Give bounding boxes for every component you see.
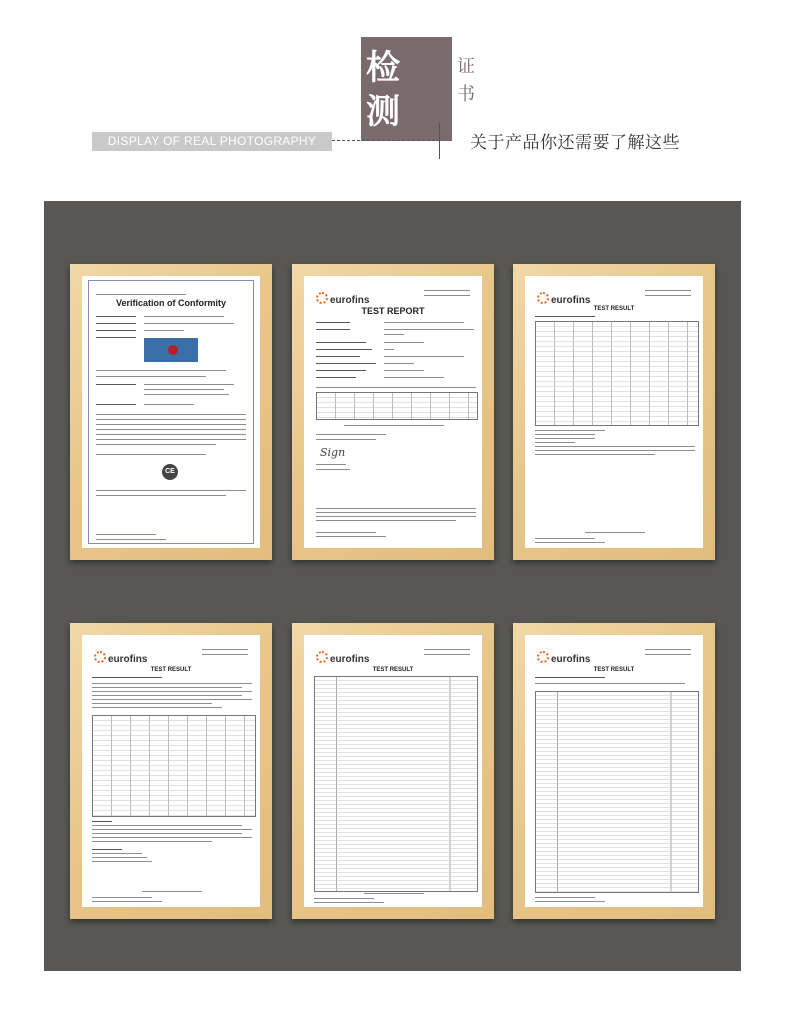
report-title: TEST REPORT [361, 306, 425, 316]
certificate-test-result-3 [304, 635, 482, 907]
ce-mark-icon: CE [162, 464, 178, 480]
eurofins-logo-icon [316, 292, 328, 304]
badge-char-3: 证 [457, 56, 475, 77]
results-table [535, 321, 699, 426]
certificate-test-result-1 [525, 276, 703, 548]
results-table [316, 392, 478, 420]
signature: Sign [320, 446, 346, 459]
eurofins-logo: eurofins [316, 651, 369, 665]
paper-border [88, 280, 254, 544]
certificate-frame-2 [292, 264, 494, 560]
certificate-test-result-2 [82, 635, 260, 907]
tagline-chinese: 关于产品你还需要了解这些 [470, 133, 680, 153]
results-table [535, 691, 699, 893]
certificate-frame-6 [513, 623, 715, 919]
divider-line [332, 140, 440, 141]
certificate-frame-5 [292, 623, 494, 919]
eurofins-logo-icon [316, 651, 328, 663]
certificate-test-report [304, 276, 482, 548]
certificate-verification [82, 276, 260, 548]
eurofins-logo-icon [537, 292, 549, 304]
display-wall [44, 201, 741, 971]
certificate-test-result-4 [525, 635, 703, 907]
result-title: TEST RESULT [372, 667, 414, 673]
eurofins-logo-icon [537, 651, 549, 663]
divider-tick [439, 123, 440, 159]
result-title: TEST RESULT [150, 667, 192, 673]
badge-char-2: 测 [366, 92, 400, 132]
eurofins-logo: eurofins [537, 292, 590, 306]
eurofins-logo: eurofins [94, 651, 147, 665]
result-title: TEST RESULT [593, 667, 635, 673]
eurofins-logo-icon [94, 651, 106, 663]
eurofins-logo: eurofins [537, 651, 590, 665]
certificate-frame-3 [513, 264, 715, 560]
results-table [314, 676, 478, 892]
certificate-frame-4 [70, 623, 272, 919]
certificate-title: Verification of Conformity [115, 298, 226, 308]
result-title: TEST RESULT [593, 306, 635, 312]
certificate-frame-1 [70, 264, 272, 560]
results-table [92, 715, 256, 817]
product-photo [144, 338, 198, 362]
tagline-english: DISPLAY OF REAL PHOTOGRAPHY [92, 132, 332, 151]
badge-char-4: 书 [457, 84, 475, 105]
eurofins-logo: eurofins [316, 292, 369, 306]
badge-char-1: 检 [366, 48, 400, 88]
